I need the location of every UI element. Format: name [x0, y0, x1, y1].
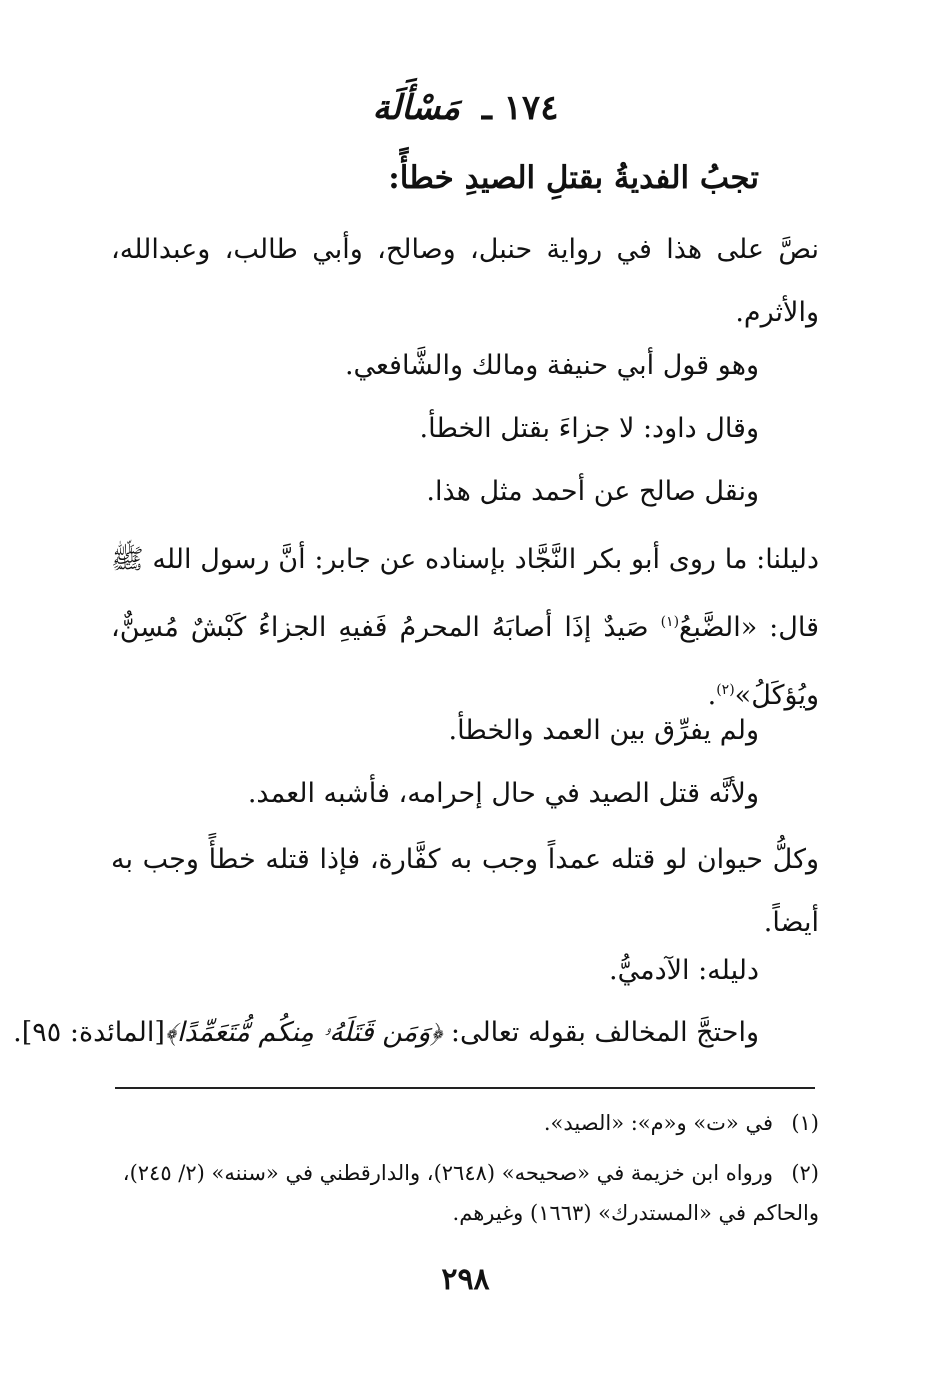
footnote-text: ورواه ابن خزيمة في «صحيحه» (٢٦٤٨)، والدارقطني في «سننه» (٢/ ٢٤٥)، والحاكم في «المستدرك» (١٦٦٣) وغيرهم.: [122, 1161, 819, 1225]
footnote-number: (١): [791, 1111, 819, 1135]
issue-heading: [0, 88, 931, 128]
paragraph-dawud: وقال داود: لا جزاءَ بقتل الخطأ.: [419, 413, 759, 444]
paragraph-salih: ونقل صالح عن أحمد مثل هذا.: [426, 476, 759, 507]
quran-reference: [المائدة: ٩٥].: [13, 1017, 165, 1048]
footnote-2: [111, 1153, 819, 1233]
paragraph-narrators: نصَّ على هذا في رواية حنبل، وصالح، وأبي طالب، وعبدالله، والأثرم.: [111, 234, 819, 328]
page-number: ٢٩٨: [441, 1262, 490, 1297]
paragraph-no-distinction: ولم يفرِّق بين العمد والخطأ.: [448, 715, 759, 746]
footnote-divider: [115, 1087, 815, 1089]
footnote-1: [111, 1103, 819, 1143]
footnote-number: (٢): [791, 1161, 819, 1185]
quran-verse: ﴿وَمَن قَتَلَهُۥ مِنكُم مُّتَعَمِّدًا﴾: [164, 1017, 443, 1048]
paragraph-animal: وكلُّ حيوان لو قتله عمداً وجب به كفَّارة، فإذا قتله خطأً وجب به أيضاً.: [111, 844, 819, 938]
paragraph-scholars: وهو قول أبي حنيفة ومالك والشَّافعي.: [344, 350, 759, 381]
footnote-ref-1: (١): [660, 614, 680, 630]
opponent-text: واحتجَّ المخالف بقوله تعالى:: [442, 1017, 759, 1048]
evidence-text-c: .: [707, 680, 717, 711]
evidence-text-b: صَيدٌ إذَا أصابَهُ المحرمُ فَفيهِ الجزاءُ كَبْشٌ مُسِنٌّ، ويُؤكَلُ»: [111, 612, 819, 711]
footnote-text: في «ت» و«م»: «الصيد».: [543, 1111, 773, 1135]
issue-title: تجبُ الفديةُ بقتلِ الصيدِ خطأً:: [388, 160, 759, 196]
issue-word: مَسْأَلَة: [372, 88, 461, 128]
issue-number: ١٧٤ ـ: [481, 88, 559, 128]
paragraph-evidence: [111, 528, 819, 727]
paragraph-ihram: ولأنَّه قتل الصيد في حال إحرامه، فأشبه العمد.: [247, 778, 759, 809]
footnote-ref-2: (٢): [716, 682, 735, 698]
paragraph-human: دليله: الآدميُّ.: [609, 955, 759, 986]
paragraph-opponent: [13, 1017, 759, 1049]
evidence-text-a: دليلنا: ما روى أبو بكر النَّجَّاد بإسناده عن جابر: أنَّ رسول الله ﷺ قال: «الضَّبعُ: [111, 544, 820, 643]
